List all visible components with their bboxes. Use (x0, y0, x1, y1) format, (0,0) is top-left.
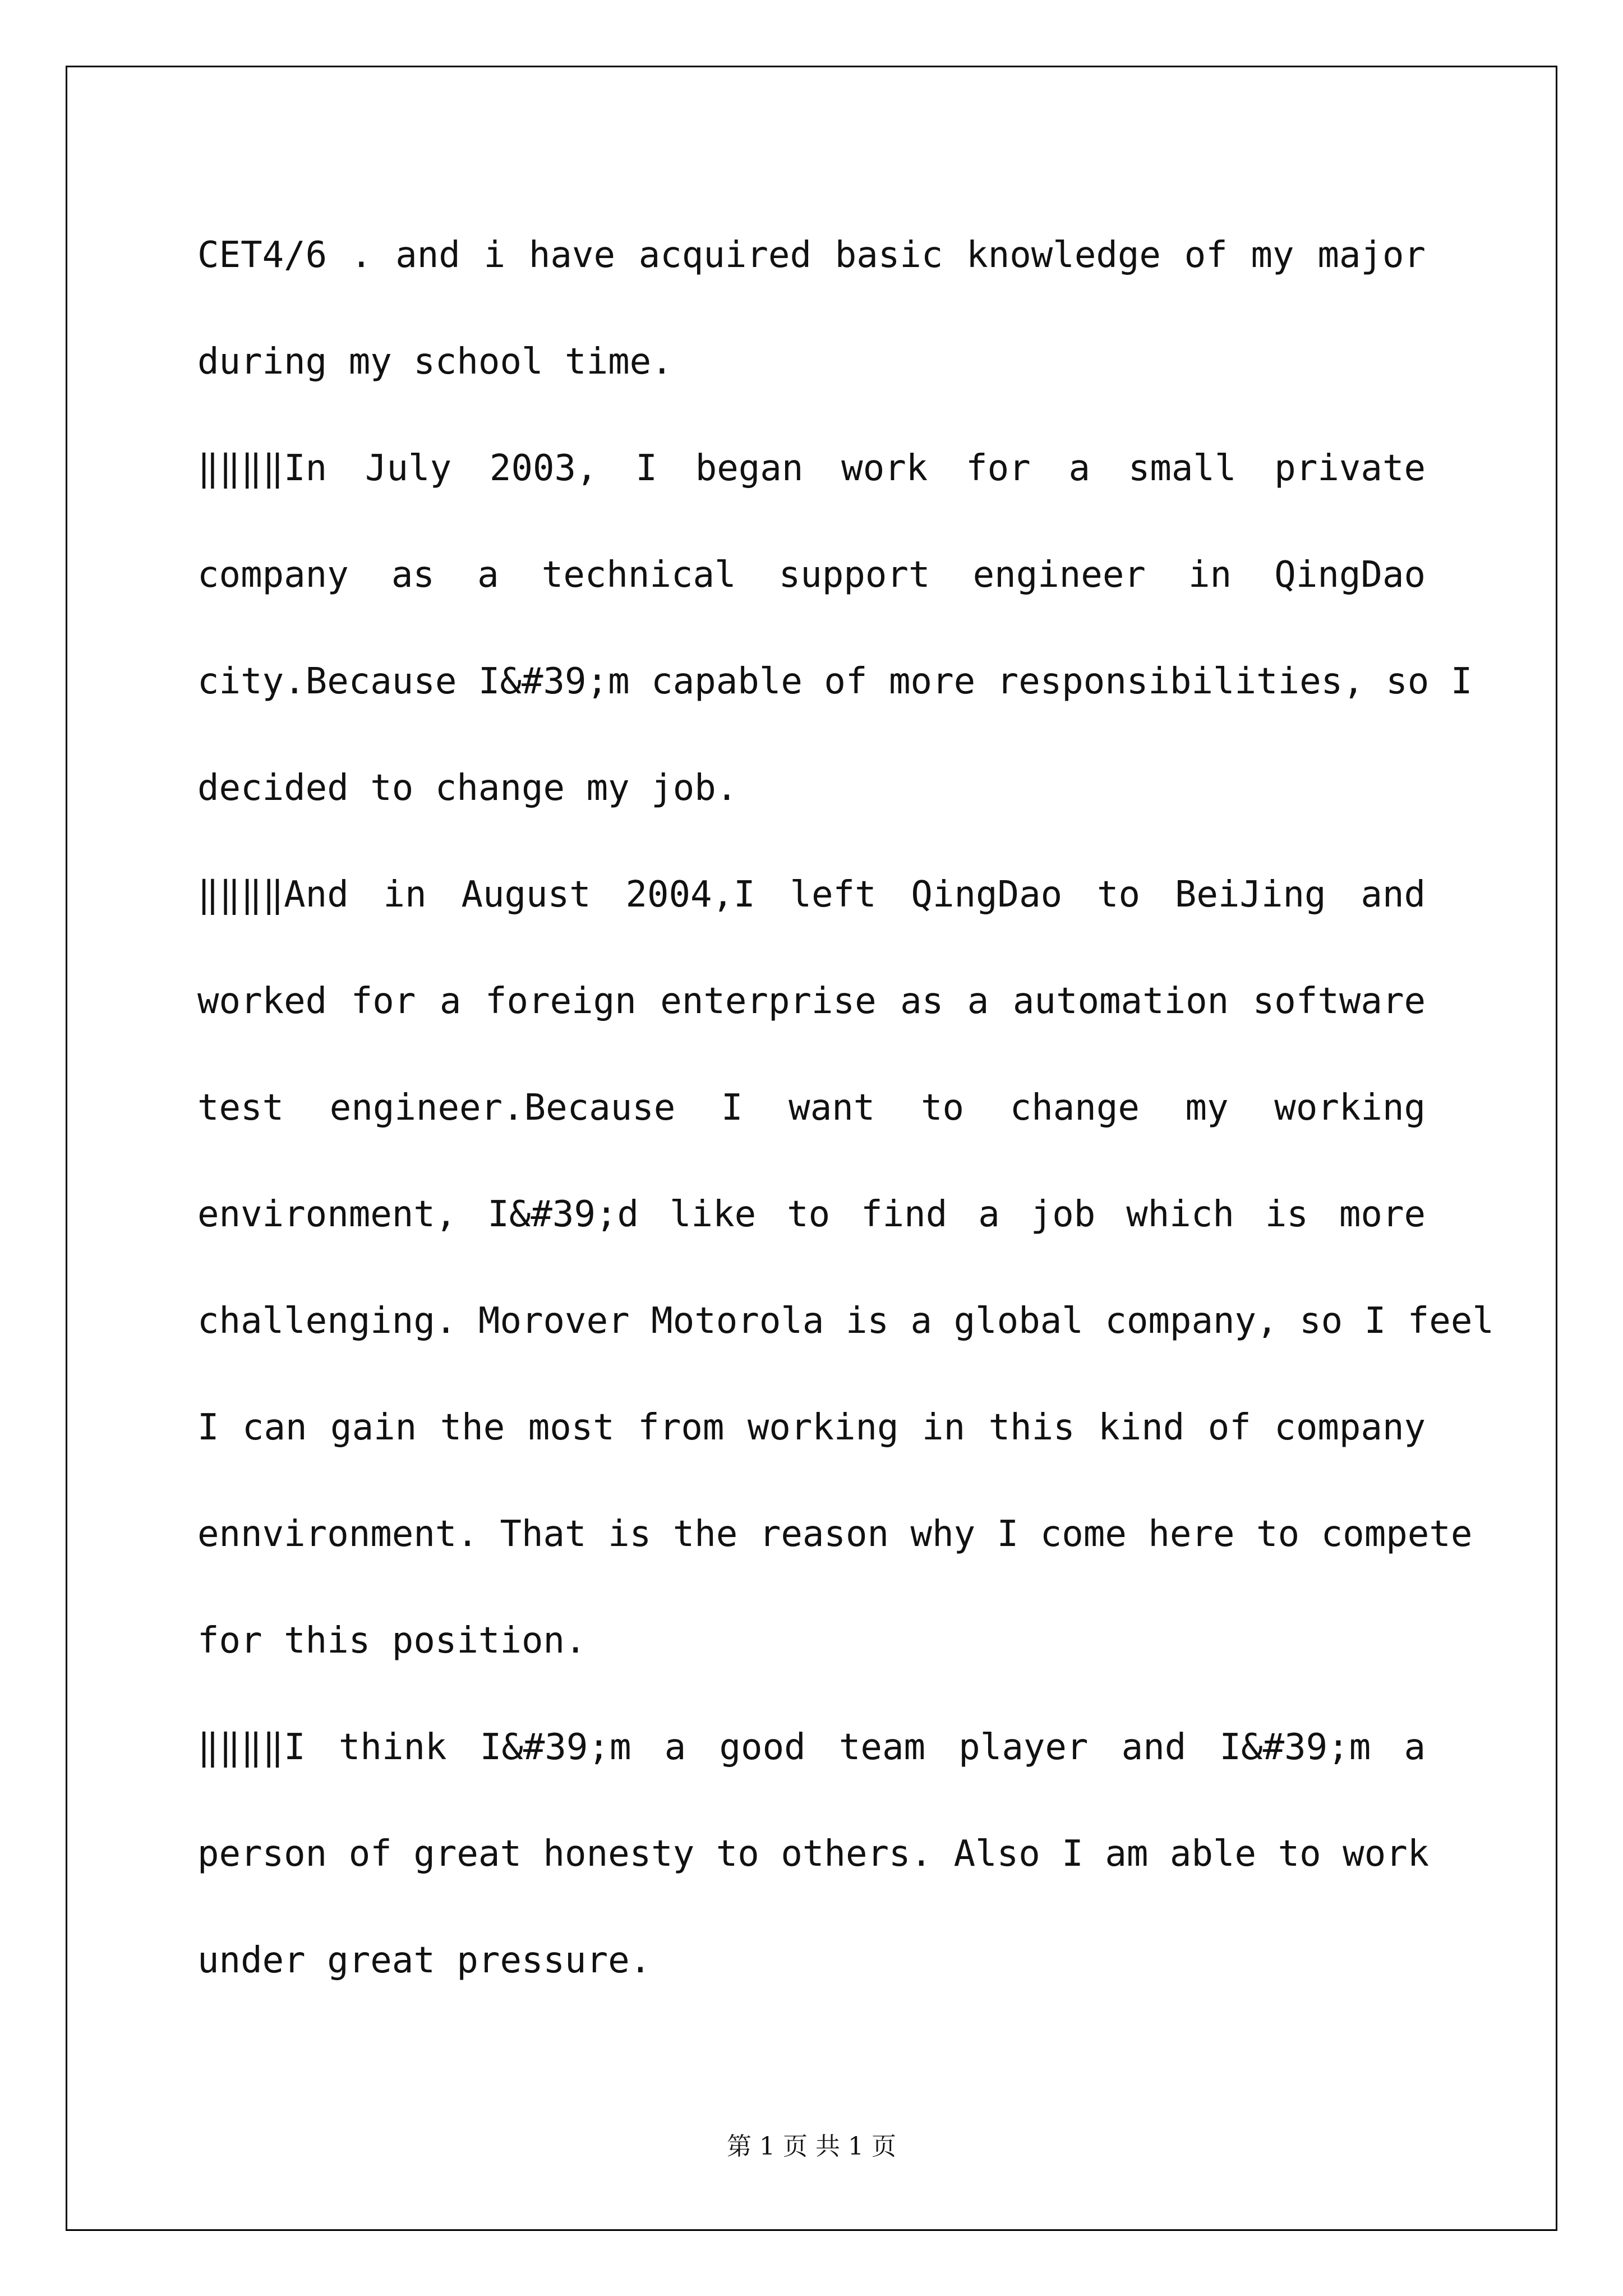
text-line: ennvironment. That is the reason why I come here to compete (197, 1513, 1473, 1555)
text-line: worked for a foreign enterprise as a automation software (197, 981, 1426, 1022)
text-line: during my school time. (197, 341, 673, 383)
text-line: under great pressure. (197, 1940, 652, 1981)
text-line: ‖‖‖‖I think I&#39;m a good team player and I&#39;m a (197, 1727, 1426, 1768)
text-line: company as a technical support engineer in QingDao (197, 554, 1426, 596)
text-line: person of great honesty to others. Also I am able to work (197, 1833, 1430, 1875)
text-line: ‖‖‖‖In July 2003, I began work for a small private (197, 448, 1426, 489)
text-line: test engineer.Because I want to change my working (197, 1087, 1426, 1129)
page-number-footer: 第 1 页 共 1 页 (727, 2132, 896, 2161)
text-line: I can gain the most from working in this kind of company (197, 1407, 1426, 1448)
text-line: city.Because I&#39;m capable of more responsibilities, so I (197, 661, 1473, 702)
text-line: environment, I&#39;d like to find a job which is more (197, 1194, 1426, 1235)
text-line: decided to change my job. (197, 767, 738, 809)
text-line: for this position. (197, 1620, 587, 1662)
text-line: CET4/6 . and i have acquired basic knowledge of my major (197, 234, 1426, 276)
text-line: ‖‖‖‖And in August 2004,I left QingDao to BeiJing and (197, 874, 1426, 915)
document-body (197, 202, 1494, 2014)
text-line: challenging. Morover Motorola is a global company, so I feel (197, 1300, 1494, 1342)
